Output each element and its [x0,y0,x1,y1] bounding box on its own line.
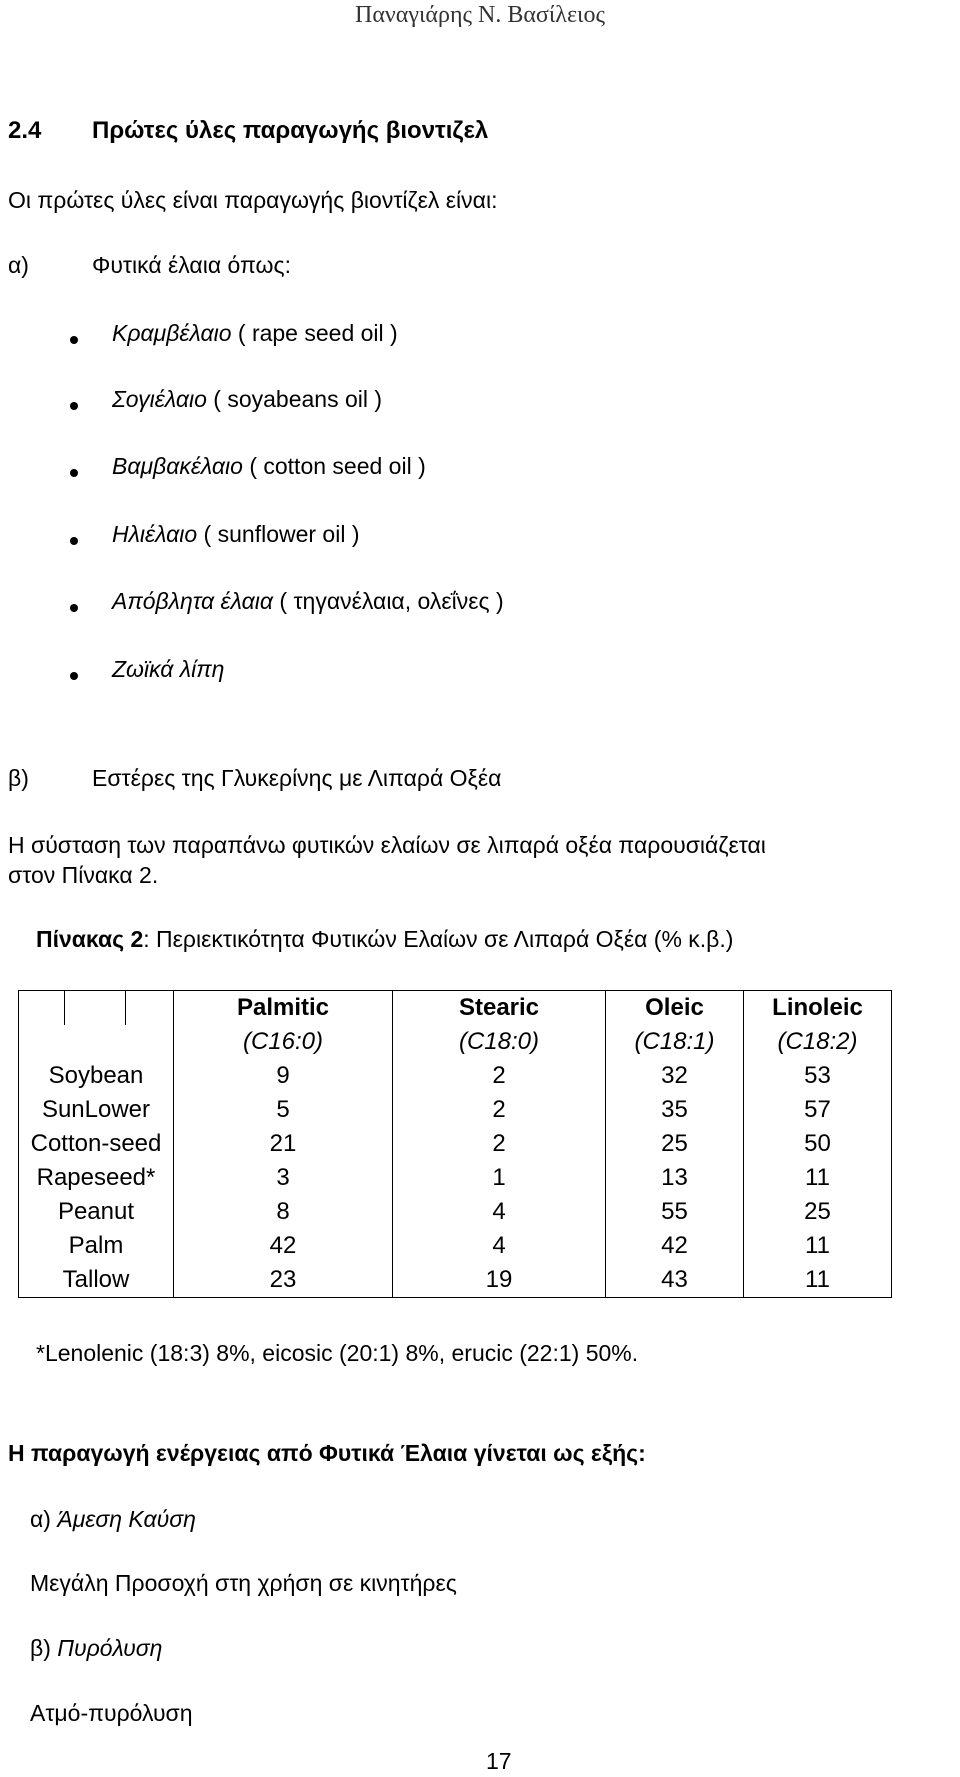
energy-item-a-marker: α) [30,1506,58,1532]
table-cell: 32 [606,1059,744,1093]
table-cell: 23 [174,1263,393,1298]
table-footnote: *Lenolenic (18:3) 8%, eicosic (20:1) 8%, erucic (22:1) 50%. [36,1340,639,1366]
item-b-marker: β) [8,765,29,791]
list-item [112,386,382,413]
table-subheader-row [19,1025,892,1059]
table-caption-label: Πίνακας 2 [36,926,144,952]
table-cell: 11 [744,1161,892,1195]
header-empty-cell [19,991,174,1026]
table-cell: 5 [174,1093,393,1127]
bullet-icon [70,672,78,680]
table-cell: 2 [393,1127,606,1161]
bullet-icon [70,402,78,410]
column-header: Palmitic [174,991,393,1026]
table-cell: 25 [744,1195,892,1229]
column-code: (C16:0) [174,1025,393,1059]
oil-detail: ( τηγανέλαια, ολεΐνες ) [273,588,504,614]
table-header-row [19,991,892,1026]
section-title: Πρώτες ύλες παραγωγής βιοντιζελ [92,117,489,144]
table-row [19,1229,892,1263]
energy-item-a [30,1506,196,1533]
table-row [19,1195,892,1229]
oil-name: Βαμβακέλαιο [112,453,243,479]
paragraph-line-2: στον Πίνακα 2. [8,862,159,888]
energy-heading: Η παραγωγή ενέργειας από Φυτικά Έλαια γίνεται ως εξής: [8,1440,646,1466]
list-item [112,521,360,548]
table-cell: 42 [606,1229,744,1263]
energy-item-b [30,1635,162,1662]
column-code: (C18:0) [393,1025,606,1059]
row-label: Rapeseed* [19,1161,174,1195]
table-cell: 53 [744,1059,892,1093]
column-header: Oleic [606,991,744,1026]
column-code: (C18:1) [606,1025,744,1059]
row-label: SunLower [19,1093,174,1127]
table-row [19,1059,892,1093]
row-label: Cotton-seed [19,1127,174,1161]
table-cell: 57 [744,1093,892,1127]
table-row [19,1127,892,1161]
oil-name: Σογιέλαιο [112,386,207,412]
table-cell: 50 [744,1127,892,1161]
column-header: Linoleic [744,991,892,1026]
table-cell: 21 [174,1127,393,1161]
paragraph-line-1: Η σύσταση των παραπάνω φυτικών ελαίων σε λιπαρά οξέα παρουσιάζεται [8,832,766,858]
energy-item-a-note: Μεγάλη Προσοχή στη χρήση σε κινητήρες [30,1570,457,1596]
table-cell: 2 [393,1093,606,1127]
table-cell: 3 [174,1161,393,1195]
running-header: Παναγιάρης Ν. Βασίλειος [355,2,605,28]
bullet-icon [70,537,78,545]
subheader-empty-cell [19,1025,174,1059]
table-cell: 9 [174,1059,393,1093]
table-row [19,1161,892,1195]
table-cell: 13 [606,1161,744,1195]
oil-name: Απόβλητα έλαια [112,588,273,614]
oil-name: Ζωϊκά λίπη [112,656,225,682]
table-cell: 2 [393,1059,606,1093]
list-item [112,453,426,480]
page-number: 17 [486,1748,512,1774]
table-caption-text: : Περιεκτικότητα Φυτικών Ελαίων σε Λιπαρά Οξέα (% κ.β.) [143,926,734,952]
table-cell: 8 [174,1195,393,1229]
oil-name: Ηλιέλαιο [112,521,198,547]
energy-item-b-text: Πυρόλυση [57,1635,163,1661]
energy-item-b-note: Ατμό-πυρόλυση [30,1700,193,1726]
row-label: Peanut [19,1195,174,1229]
section-intro: Οι πρώτες ύλες είναι παραγωγής βιοντίζελ είναι: [8,187,498,213]
bullet-icon [70,604,78,612]
table-cell: 42 [174,1229,393,1263]
table-cell: 35 [606,1093,744,1127]
table-cell: 19 [393,1263,606,1298]
item-b-text: Εστέρες της Γλυκερίνης με Λιπαρά Οξέα [92,765,502,791]
row-label: Palm [19,1229,174,1263]
list-item [112,656,224,683]
bullet-icon [70,469,78,477]
energy-item-a-text: Άμεση Καύση [57,1506,196,1532]
table-cell: 4 [393,1195,606,1229]
table-cell: 43 [606,1263,744,1298]
column-header: Stearic [393,991,606,1026]
table-row [19,1263,892,1298]
fatty-acid-table [18,990,892,1298]
energy-item-b-marker: β) [30,1635,58,1661]
table-cell: 25 [606,1127,744,1161]
oil-detail: ( rape seed oil ) [231,320,398,346]
table-cell: 11 [744,1229,892,1263]
list-item [112,320,398,347]
bullet-icon [70,336,78,344]
oil-detail: ( soyabeans oil ) [206,386,383,412]
table-cell: 4 [393,1229,606,1263]
section-number: 2.4 [8,117,42,144]
item-a-text: Φυτικά έλαια όπως: [92,252,291,278]
row-label: Tallow [19,1263,174,1298]
table-row [19,1093,892,1127]
list-item [112,588,504,615]
table-cell: 1 [393,1161,606,1195]
table-cell: 55 [606,1195,744,1229]
item-a-marker: α) [8,252,29,278]
oil-detail: ( cotton seed oil ) [242,453,426,479]
oil-name: Κραμβέλαιο [112,320,232,346]
row-label: Soybean [19,1059,174,1093]
table-caption [36,926,733,953]
table-cell: 11 [744,1263,892,1298]
column-code: (C18:2) [744,1025,892,1059]
oil-detail: ( sunflower oil ) [197,521,360,547]
